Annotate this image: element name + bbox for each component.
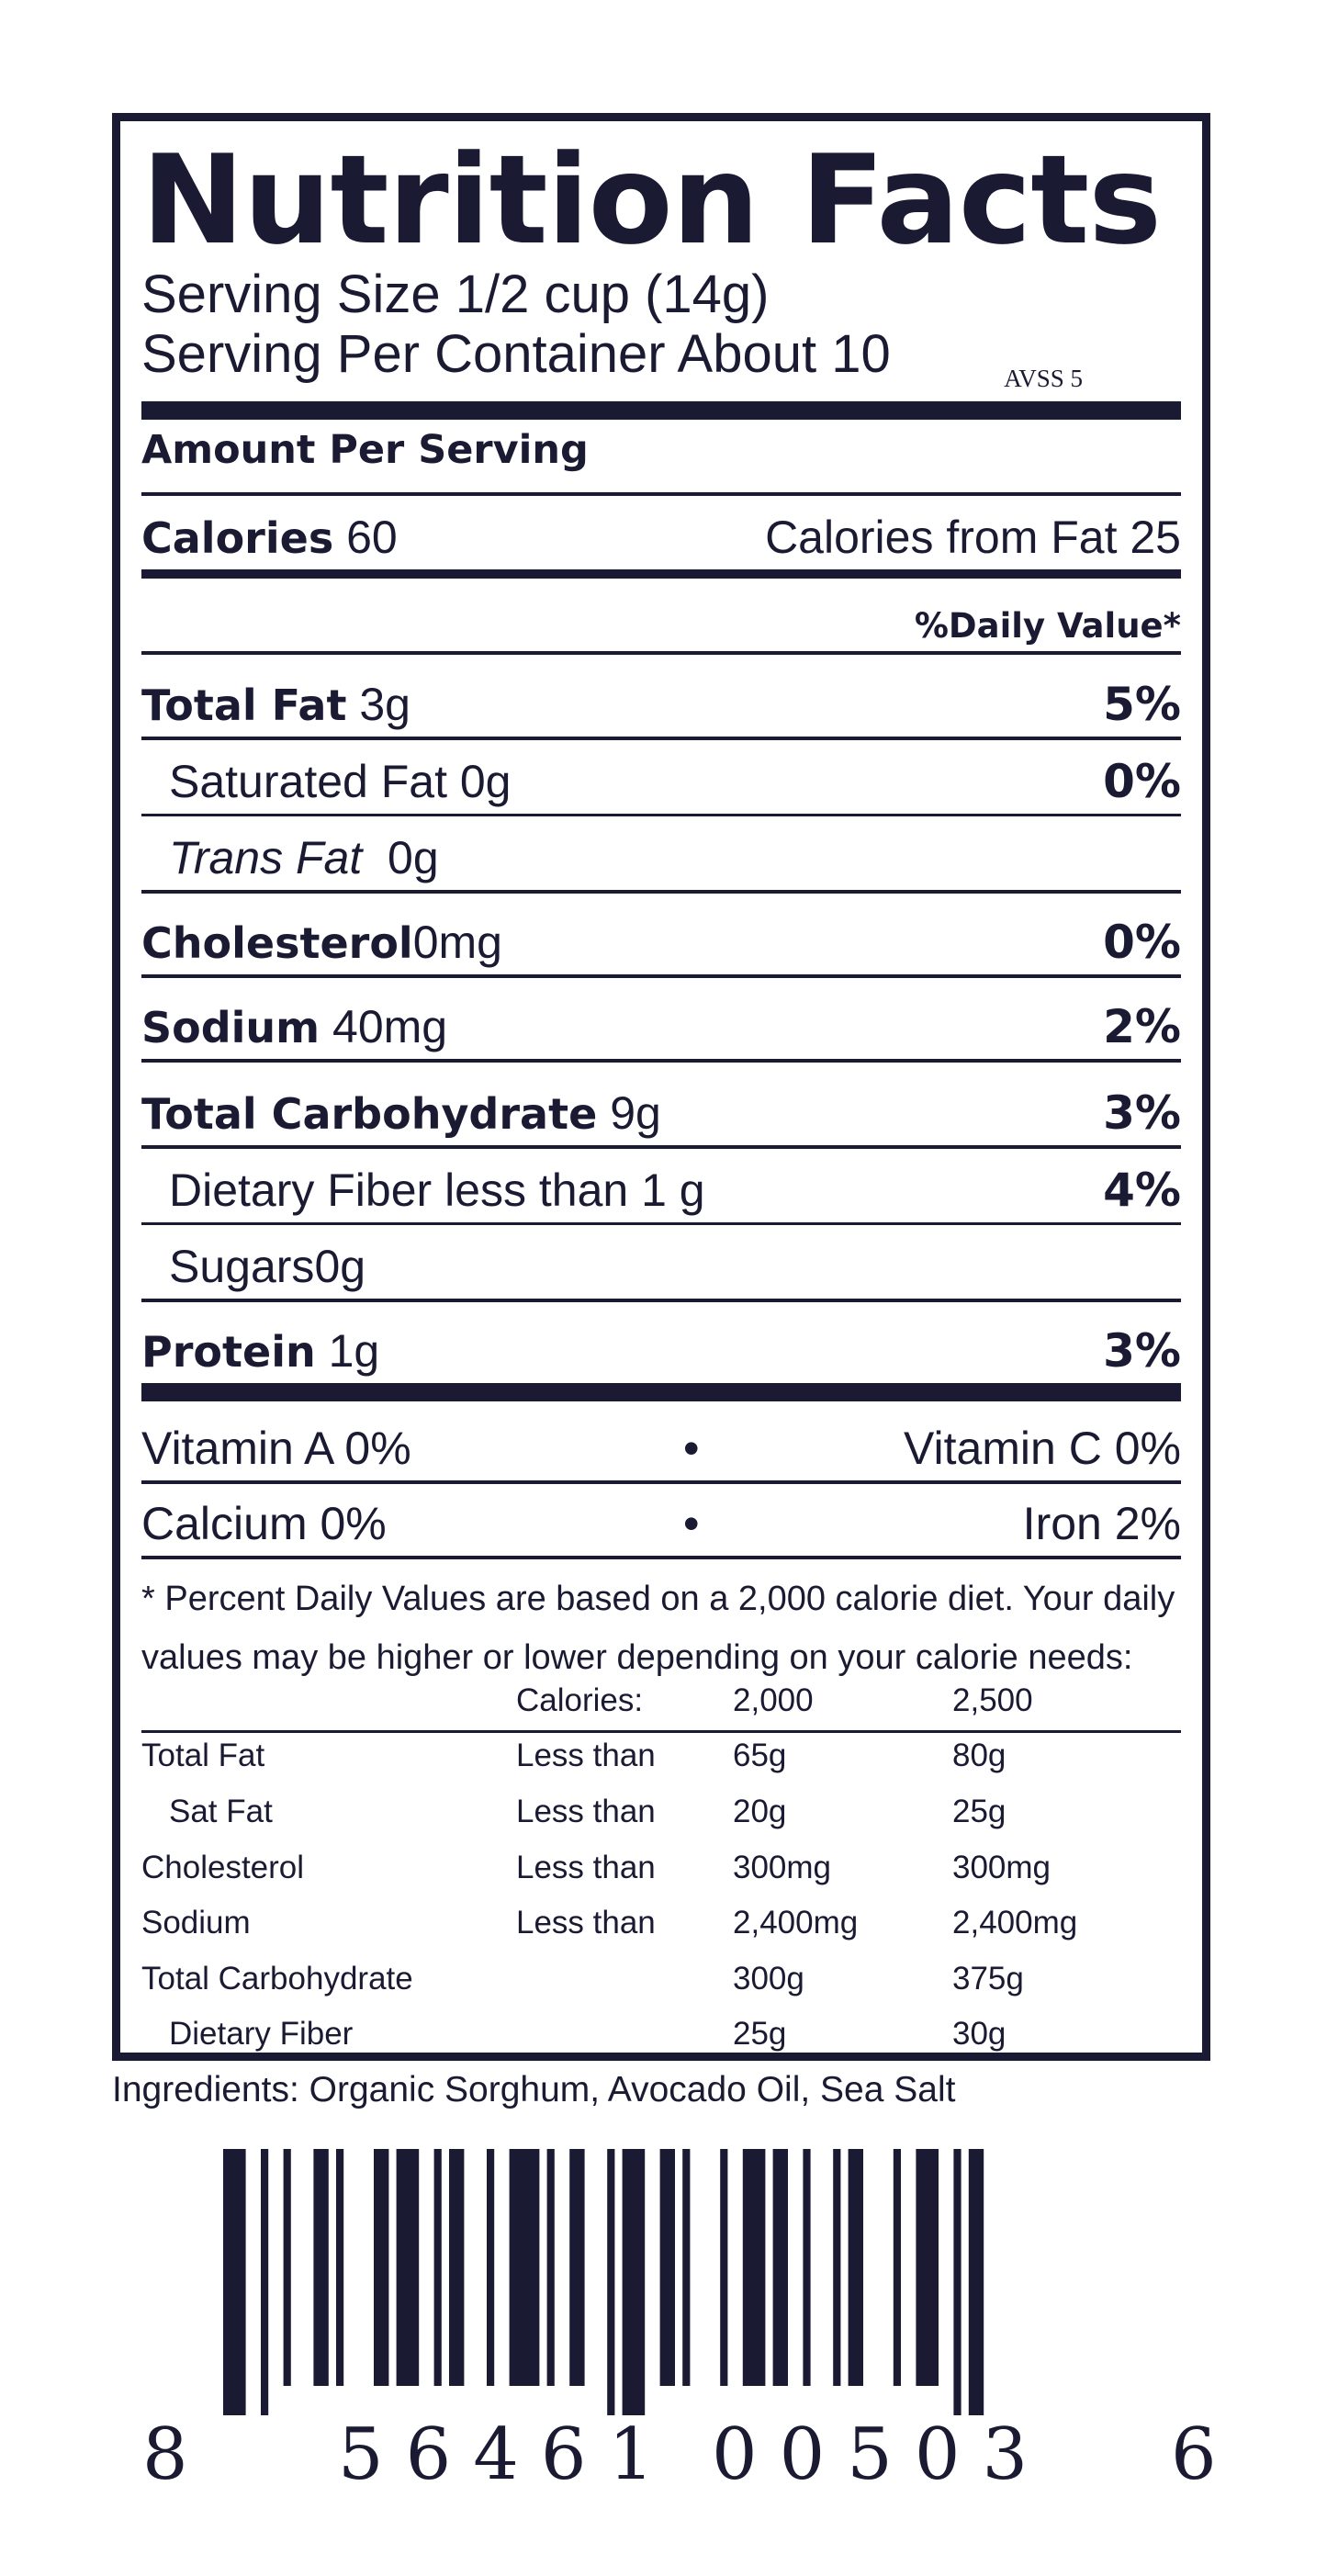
barcode-bar [397,2149,420,2386]
table-cell: 25g [733,2016,787,2052]
barcode-guard-bar [953,2149,961,2415]
nutrient-daily-value: 3% [1103,1086,1181,1140]
bullet-separator: • [683,1423,700,1474]
barcode-bar [660,2149,675,2386]
nutrient-daily-value: 4% [1103,1164,1181,1217]
nutrient-row-cholesterol [141,894,1181,974]
calories-from-fat: Calories from Fat 25 [765,512,1181,563]
nutrient-label: Cholesterol [141,918,413,968]
barcode-digits-right: 00503 [712,2413,1051,2496]
barcode-guard-bar [223,2149,246,2415]
nutrient-amount: 0g [388,832,439,883]
label-code: AVSS 5 [1004,365,1083,392]
thick-divider [141,1383,1181,1401]
nutrient-row-total-fat [141,656,1181,737]
barcode-bar [849,2149,863,2386]
table-header-rule [141,1730,1181,1733]
nutrient-label: Dietary Fiber less than [169,1164,629,1216]
barcode-bar [449,2149,464,2386]
table-cell: 300mg [733,1850,832,1885]
barcode-bar [434,2149,442,2386]
table-cell: 25g [952,1794,1006,1829]
daily-value-header: %Daily Value* [914,606,1181,646]
barcode-graphic [223,2149,1130,2415]
iron: Iron 2% [1022,1498,1181,1549]
daily-value-header-row [141,580,1181,651]
nutrient-amount: 40mg [332,1001,448,1052]
panel-title: Nutrition Facts [141,129,1162,272]
barcode-bar [773,2149,788,2386]
nutrient-daily-value: 0% [1103,755,1181,808]
table-cell: 30g [952,2016,1006,2052]
barcode-bar [284,2149,291,2386]
nutrient-daily-value: 3% [1103,1324,1181,1378]
barcode-bar [336,2149,343,2386]
divider [141,651,1181,655]
barcode-guard-bar [261,2149,268,2415]
bullet-separator: • [683,1498,700,1549]
footnote: * Percent Daily Values are based on a 2,000 calorie diet. Your daily values may be higher or lower depending on your calorie needs: [141,1580,1175,1677]
barcode-bar [894,2149,901,2386]
table-cell: Sat Fat [169,1794,273,1829]
barcode-digits-left: 56461 [338,2413,677,2496]
amount-per-serving-heading: Amount Per Serving [141,427,589,473]
barcode-guard-bar [607,2149,614,2415]
table-cell: 20g [733,1794,787,1829]
nutrient-row-total-carbohydrate [141,1063,1181,1145]
nutrient-amount: 0g [459,756,512,807]
barcode-bar [569,2149,584,2386]
nutrient-label: Sugars [169,1241,315,1292]
nutrient-daily-value: 0% [1103,916,1181,969]
nutrient-label: Saturated Fat [169,756,447,807]
calories-label: Calories [141,513,334,563]
table-cell: 375g [952,1961,1024,1997]
nutrient-row-sodium [141,978,1181,1059]
table-cell: 300mg [952,1850,1051,1885]
divider [141,1556,1181,1559]
calories-value: 60 [346,512,398,563]
table-cell: Dietary Fiber [169,2016,354,2052]
barcode-digit-first: 8 [142,2413,210,2496]
nutrient-label: Total Fat [141,681,347,730]
table-cell: Sodium [141,1905,251,1940]
table-cell: Total Fat [141,1738,265,1773]
table-cell: Total Carbohydrate [141,1961,413,1997]
barcode-bar [833,2149,840,2386]
table-cell: 2,400mg [733,1905,859,1940]
table-cell: 65g [733,1738,787,1773]
ingredients-list: Ingredients: Organic Sorghum, Avocado Oil, Sea Salt [112,2070,956,2109]
nutrient-row-saturated-fat [141,740,1181,814]
vitamin-a: Vitamin A 0% [141,1423,411,1474]
barcode-bar [682,2149,690,2386]
vitamin-c: Vitamin C 0% [904,1423,1181,1474]
nutrient-label: Total Carbohydrate [141,1089,598,1139]
nutrient-daily-value: 2% [1103,1000,1181,1053]
table-cell: 80g [952,1738,1006,1773]
calories-row [141,496,1181,569]
nutrient-label: Protein [141,1327,316,1377]
servings-per-container: Serving Per Container About 10 [141,324,891,384]
nutrient-label: Sodium [141,1003,321,1052]
table-cell: 300g [733,1961,804,1997]
barcode-bar [510,2149,540,2386]
barcode-bar [547,2149,555,2386]
table-header-cell: 2,500 [952,1682,1033,1718]
nutrient-amount: 3g [359,679,410,730]
nutrient-amount: 1 g [641,1164,705,1216]
nutrition-facts-panel [112,113,1210,2061]
table-cell: Less than [516,1905,656,1940]
table-cell: 2,400mg [952,1905,1078,1940]
barcode-bar [374,2149,388,2386]
nutrient-daily-value: 5% [1103,678,1181,731]
barcode-bar [803,2149,810,2386]
vitamin-row [141,1401,1181,1480]
nutrient-row-protein [141,1302,1181,1383]
medium-divider [141,569,1181,579]
barcode-bar [720,2149,727,2386]
barcode-bar [743,2149,766,2386]
table-cell: Less than [516,1738,656,1773]
barcode-bar [487,2149,494,2386]
barcode-digit-last: 6 [1171,2413,1239,2496]
table-header-cell: Calories: [516,1682,644,1718]
nutrient-label: Trans Fat [169,832,363,883]
nutrient-row-trans-fat [141,816,1181,890]
nutrient-amount: 1g [328,1325,380,1377]
thick-divider [141,401,1181,420]
calcium: Calcium 0% [141,1498,387,1549]
barcode-bar [313,2149,328,2386]
barcode-guard-bar [969,2149,984,2415]
serving-size: Serving Size 1/2 cup (14g) [141,264,770,324]
nutrient-amount: 0g [314,1241,366,1292]
nutrient-row-dietary-fiber [141,1149,1181,1222]
table-cell: Cholesterol [141,1850,305,1885]
barcode-bar [916,2149,939,2386]
table-cell: Less than [516,1794,656,1829]
mineral-row [141,1484,1181,1556]
barcode-guard-bar [623,2149,646,2415]
table-header-cell: 2,000 [733,1682,814,1718]
table-cell: Less than [516,1850,656,1885]
nutrient-amount: 0mg [412,917,502,968]
nutrient-amount: 9g [610,1087,661,1139]
nutrient-row-sugars [141,1225,1181,1299]
